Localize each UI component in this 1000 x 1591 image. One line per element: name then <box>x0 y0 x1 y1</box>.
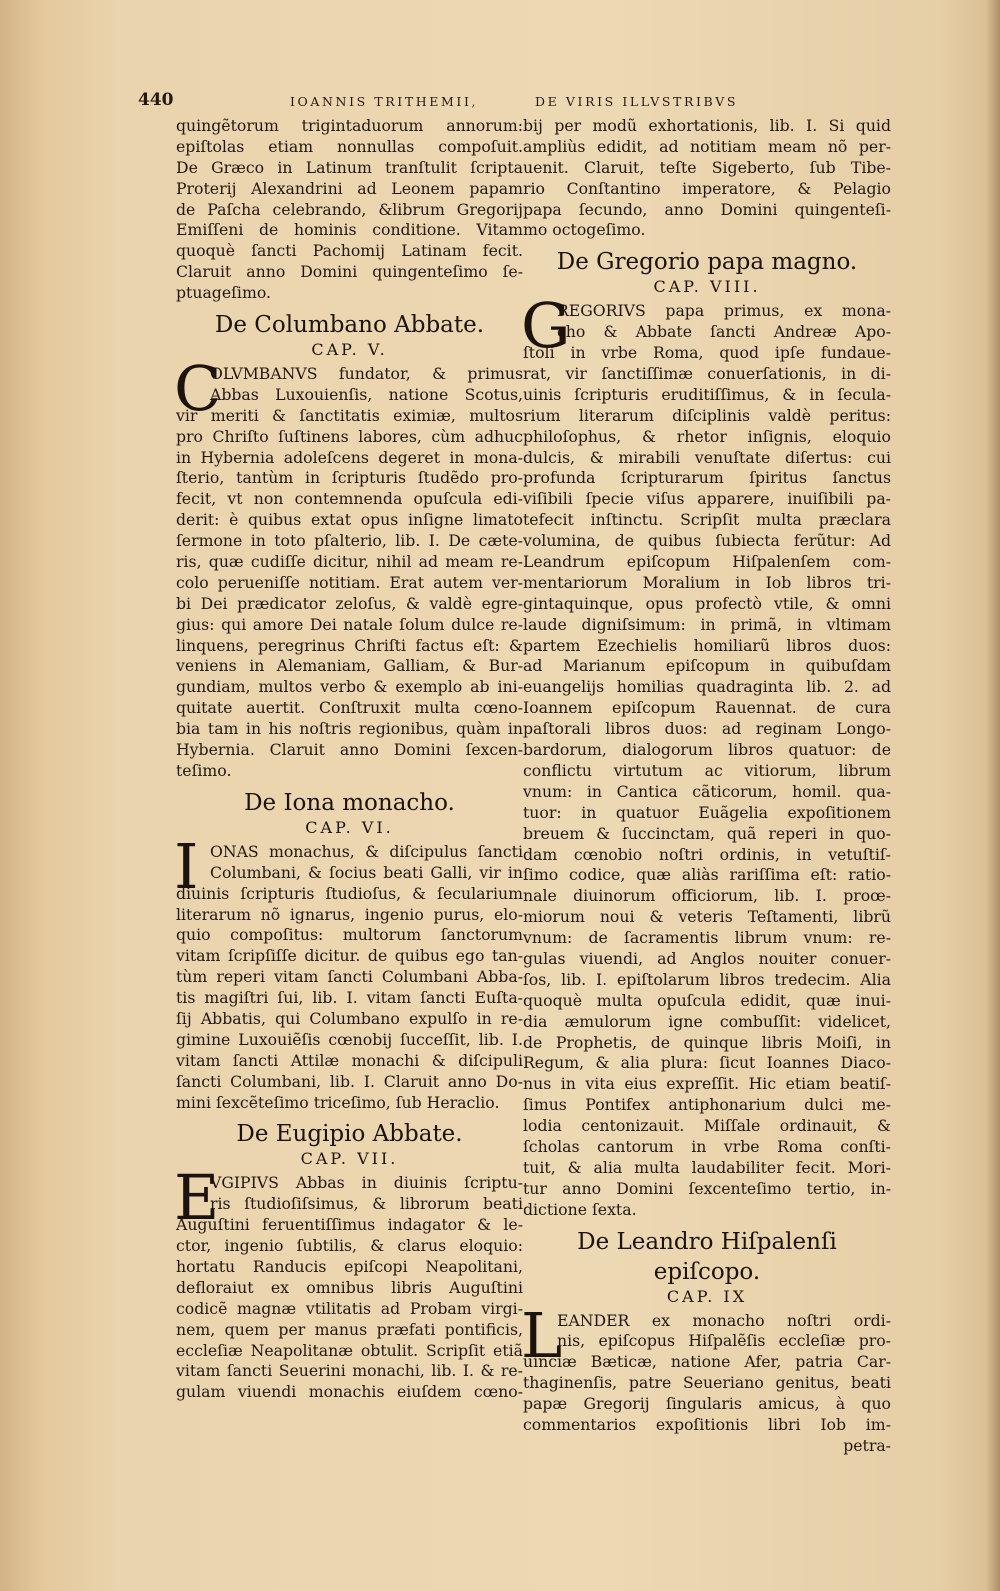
text-line: dam cœnobio noſtri ordinis, in vetuſtiſ- <box>523 844 891 864</box>
text-line: vir meriti & ſanctitatis eximiæ, multos <box>176 405 523 425</box>
text-line: vitam ſcripſiſſe dicitur. de quibus ego tan- <box>176 946 523 966</box>
chapter-body <box>521 289 891 1220</box>
text-line: codicẽ magnæ vtilitatis ad Probam virgi- <box>176 1298 523 1318</box>
text-line: dictione ſexta. <box>523 1199 637 1219</box>
text-line: gimine Luxouiẽſis cœnobij ſucceſſit, lib. I. <box>176 1029 523 1049</box>
text-line: bij per modũ exhortationis, lib. I. Si quid <box>523 116 891 135</box>
text-line: veniens in Alemaniam, Galliam, & Bur- <box>176 656 523 676</box>
section-heading: De Columbano Abbate. <box>214 312 485 339</box>
text-line: ſancti Columbani, lib. I. Claruit anno Do- <box>176 1071 523 1091</box>
section-heading: De Leandro Hiſpalenſi epiſcopo. <box>577 1228 837 1285</box>
text-line: Abbas Luxouienſis, natione Scotus, <box>210 384 523 404</box>
text-line: literarum nõ ignarus, ingenio purus, elo- <box>176 904 523 924</box>
text-line: papæ Gregorij ſingularis amicus, à quo <box>523 1394 891 1414</box>
catchword: petra- <box>843 1435 891 1455</box>
chapter-label: CAP. VII. <box>300 1149 399 1169</box>
text-line: tis magiſtri ſui, lib. I. vitam ſancti Euſta- <box>176 988 523 1008</box>
text-line: ſos, lib. I. epiſtolarum libros tredecim. Alia <box>523 969 891 989</box>
text-line: vitam ſancti Seuerini monachi, lib. I. & re- <box>176 1361 523 1381</box>
text-line: miorum noui & veteris Teſtamenti, librũ <box>523 907 891 927</box>
text-line: ptuageſimo. <box>176 283 271 303</box>
text-line: ris, quæ cudiſſe dicitur, nihil ad meam re- <box>176 552 523 572</box>
text-line: ſterio, tantùm in ſcripturis ſtudẽdo pro- <box>176 468 523 488</box>
chapter-label: CAP. V. <box>311 340 388 360</box>
right-column <box>523 116 891 1457</box>
text-line: euangelijs homilias quadraginta lib. 2. ad <box>523 677 891 697</box>
text-line: nis, epiſcopus Hiſpalẽſis eccleſiæ pro- <box>557 1331 891 1351</box>
text-line: lodia centonizauit. Miſſale ordinauit, & <box>523 1116 891 1136</box>
text-line: commentarios expoſitionis libri Iob im- <box>523 1414 891 1434</box>
chapter-label: CAP. IX <box>666 1286 748 1306</box>
text-line: Hybernia. Claruit anno Domini ſexcen- <box>176 740 523 760</box>
drop-capital: L <box>521 1298 563 1372</box>
text-line: mo octogeſimo. <box>523 220 646 240</box>
section-heading: De Eugipio Abbate. <box>236 1121 463 1148</box>
text-line: uinis ſcripturis eruditiſſimus, & in ſecula- <box>523 384 891 404</box>
text-line: gius: qui amore Dei natale ſolum dulce re- <box>176 614 523 634</box>
text-line: paſtorali libros duos: ad reginam Longo- <box>523 719 891 739</box>
text-line: eccleſiæ Neapolitanæ obtulit. Scripſit etiã <box>176 1340 523 1360</box>
text-line: epiſtolas etiam nonnullas compoſuit. <box>176 136 523 156</box>
text-line: REGORIVS papa primus, ex mona- <box>557 301 891 321</box>
text-line: papa ſecundo, anno Domini quingenteſi- <box>523 199 891 219</box>
text-line: fecit, vt non contemnenda opuſcula edi- <box>176 489 523 509</box>
chapter-body <box>174 1161 523 1403</box>
chapter-label: CAP. VI. <box>305 817 394 837</box>
text-line: OLVMBANVS fundator, & primus <box>210 364 523 384</box>
text-line: laude digniſsimum: in primã, in vltimam <box>523 614 891 634</box>
chapter-body <box>174 352 523 782</box>
text-line: viſibili ſpecie viſus apparere, inuiſibili pa- <box>523 489 891 509</box>
page-number: 440 <box>138 90 174 110</box>
text-line: gundiam, multos verbo & exemplo ab ini- <box>176 677 523 697</box>
text-line: colo perueniſſe notitiam. Erat autem ver- <box>176 572 523 592</box>
left-column <box>176 116 523 1403</box>
text-line: uinciæ Bæticæ, natione Afer, patria Car- <box>523 1352 891 1372</box>
text-line: nale diuinorum officiorum, lib. I. proœ- <box>523 886 891 906</box>
text-line: linquens, peregrinus Chriſti factus eſt: & <box>176 635 523 655</box>
text-line: gintaquinque, opus profectò vtile, & omni <box>523 593 891 613</box>
text-line: partem Ezechielis homiliarũ libros duos: <box>523 635 891 655</box>
text-line: hortatu Randucis epiſcopi Neapolitani, <box>176 1256 523 1276</box>
drop-capital: I <box>174 829 199 903</box>
text-line: quingẽtorum trigintaduorum annorum: <box>176 116 523 135</box>
text-line: gulam viuendi monachis eiuſdem cœno- <box>176 1382 523 1402</box>
running-head <box>138 92 908 114</box>
text-line: thaginenſis, patre Seueriano genitus, beati <box>523 1373 891 1393</box>
text-line: Proterij Alexandrini ad Leonem papam <box>176 178 523 198</box>
text-line: ſimus Pontifex antiphonarium dulci me- <box>523 1095 891 1115</box>
text-line: conflictu virtutum ac vitiorum, librum <box>523 760 891 780</box>
text-line: ſermone in toto pſalterio, lib. I. De cæte- <box>176 531 523 551</box>
text-line: tùm reperi vitam ſancti Columbani Abba- <box>176 967 523 987</box>
text-line: derit: è quibus extat opus inſigne limato <box>176 510 523 530</box>
text-line: de Paſcha celebrando, &librum Gregorij <box>176 199 523 219</box>
text-line: de Prophetis, de quinque libris Moiſi, in <box>523 1032 891 1052</box>
text-line: dia æmulorum igne combuſſit: videlicet, <box>523 1011 891 1031</box>
text-line: bi Dei prædicator zeloſus, & valdè egre- <box>176 593 523 613</box>
text-line: Emiſſeni de hominis conditione. Vitam <box>176 220 523 240</box>
text-line: tur anno Domini ſexcenteſimo tertio, in- <box>523 1178 891 1198</box>
text-line: Ioannem epiſcopum Rauennat. de cura <box>523 698 891 718</box>
text-line: vnum: de ſacramentis librum vnum: re- <box>523 928 891 948</box>
text-line: dulcis, & mirabili venuſtate diſertus: cui <box>523 447 891 467</box>
text-line: De Græco in Latinum tranſtulit ſcripta <box>176 157 523 177</box>
text-line: ad Marianum epiſcopum in quibuſdam <box>523 656 891 676</box>
chapter-body <box>521 1298 891 1436</box>
text-line: breuem & ſuccinctam, quã reperi in quo- <box>523 823 891 843</box>
chapter-label: CAP. VIII. <box>653 277 761 297</box>
text-line: quoquè multa opuſcula edidit, quæ inui- <box>523 990 891 1010</box>
text-line: quio compoſitus: multorum ſanctorum <box>176 925 523 945</box>
text-line: uenit. Claruit, teſte Sigeberto, ſub Tibe- <box>523 157 891 177</box>
text-line: ampliùs edidit, ad notitiam meam nõ per- <box>523 136 891 156</box>
section-heading: De Gregorio papa magno. <box>556 249 858 276</box>
text-line: diuinis ſcripturis ſtudioſus, & ſecularium <box>176 883 523 903</box>
text-line: volumina, de quibus ſubiecta ferũtur: Ad <box>523 531 891 551</box>
text-line: Auguſtini feruentiſſimus indagator & le- <box>176 1215 523 1235</box>
text-line: gulas viuendi, ad Anglos nouiter conuer- <box>523 948 891 968</box>
text-line: philoſophus, & rhetor inſignis, eloquio <box>523 426 891 446</box>
text-line: rat, vir ſanctiſſimæ conuerſationis, in di- <box>523 364 891 384</box>
text-line: Claruit anno Domini quingenteſimo ſe- <box>176 262 523 282</box>
text-line: teſimo. <box>176 760 232 780</box>
text-line: defloraiut ex omnibus libris Auguſtini <box>176 1277 523 1297</box>
section-heading: De Iona monacho. <box>244 789 455 816</box>
text-line: rio Conſtantino imperatore, & Pelagio <box>523 178 891 198</box>
text-line: ctor, ingenio ſubtilis, & clarus eloquio: <box>176 1236 523 1256</box>
drop-capital: G <box>521 289 571 363</box>
text-line: ſtoli in vrbe Roma, quod ipſe fundaue- <box>523 343 891 363</box>
text-line: tuor: in quatuor Euãgelia expoſitionem <box>523 802 891 822</box>
text-line: bia tam in his noſtris regionibus, quàm in <box>176 719 523 739</box>
chapter-body <box>174 829 523 1114</box>
text-line: nus in vita eius expreſſit. Hic etiam beatiſ- <box>523 1074 891 1094</box>
drop-capital: C <box>174 352 222 426</box>
text-line: Leandrum epiſcopum Hiſpalenſem com- <box>523 552 891 572</box>
text-line: pro Chriſto ſuſtinens labores, cùm adhuc <box>176 426 523 446</box>
running-title-right: DE VIRIS ILLVSTRIBVS <box>535 94 739 109</box>
drop-capital: E <box>174 1161 220 1235</box>
text-line: tuit, & alia multa laudabiliter fecit. Mori- <box>523 1157 891 1177</box>
text-line: quoquè ſancti Pachomij Latinam fecit. <box>176 241 523 261</box>
text-line: ris ſtudioſiſsimus, & librorum beati <box>210 1194 523 1214</box>
text-line: Regum, & alia plura: ſicut Ioannes Diaco- <box>523 1053 891 1073</box>
text-line: tefecit inſtinctu. Scripſit multa præclara <box>523 510 891 530</box>
text-line: mini ſexcẽteſimo triceſimo, ſub Heraclio. <box>176 1092 500 1112</box>
text-line: rium literarum diſciplinis valdè peritus: <box>523 405 891 425</box>
text-line: ſij Abbatis, qui Columbano expulſo in re- <box>176 1008 523 1028</box>
text-line: cho & Abbate ſancti Andreæ Apo- <box>557 322 891 342</box>
text-line: ſimo codice, quæ aliàs rariſſima eſt: ratio- <box>523 865 891 885</box>
text-line: in Hybernia adoleſcens degeret in mona- <box>176 447 523 467</box>
text-line: quitate auertit. Conſtruxit multa cœno- <box>176 698 523 718</box>
running-title-left: IOANNIS TRITHEMII, <box>290 94 479 109</box>
text-line: VGIPIVS Abbas in diuinis ſcriptu- <box>210 1173 523 1193</box>
text-line: bardorum, dialogorum libros quatuor: de <box>523 740 891 760</box>
text-line: profunda ſcripturarum ſpiritus ſanctus <box>523 468 891 488</box>
text-line: mentariorum Moralium in Iob libros tri- <box>523 572 891 592</box>
text-line: ONAS monachus, & diſcipulus ſancti <box>210 841 523 861</box>
text-line: EANDER ex monacho noſtri ordi- <box>557 1310 891 1330</box>
text-line: nem, quem per manus præfati pontificis, <box>176 1319 523 1339</box>
text-line: vitam ſancti Attilæ monachi & diſcipuli <box>176 1050 523 1070</box>
text-line: Columbani, & ſocius beati Galli, vir in <box>210 862 523 882</box>
text-line: ſcholas cantorum in vrbe Roma conſti- <box>523 1136 891 1156</box>
text-line: vnum: in Cantica cãticorum, homil. qua- <box>523 781 891 801</box>
